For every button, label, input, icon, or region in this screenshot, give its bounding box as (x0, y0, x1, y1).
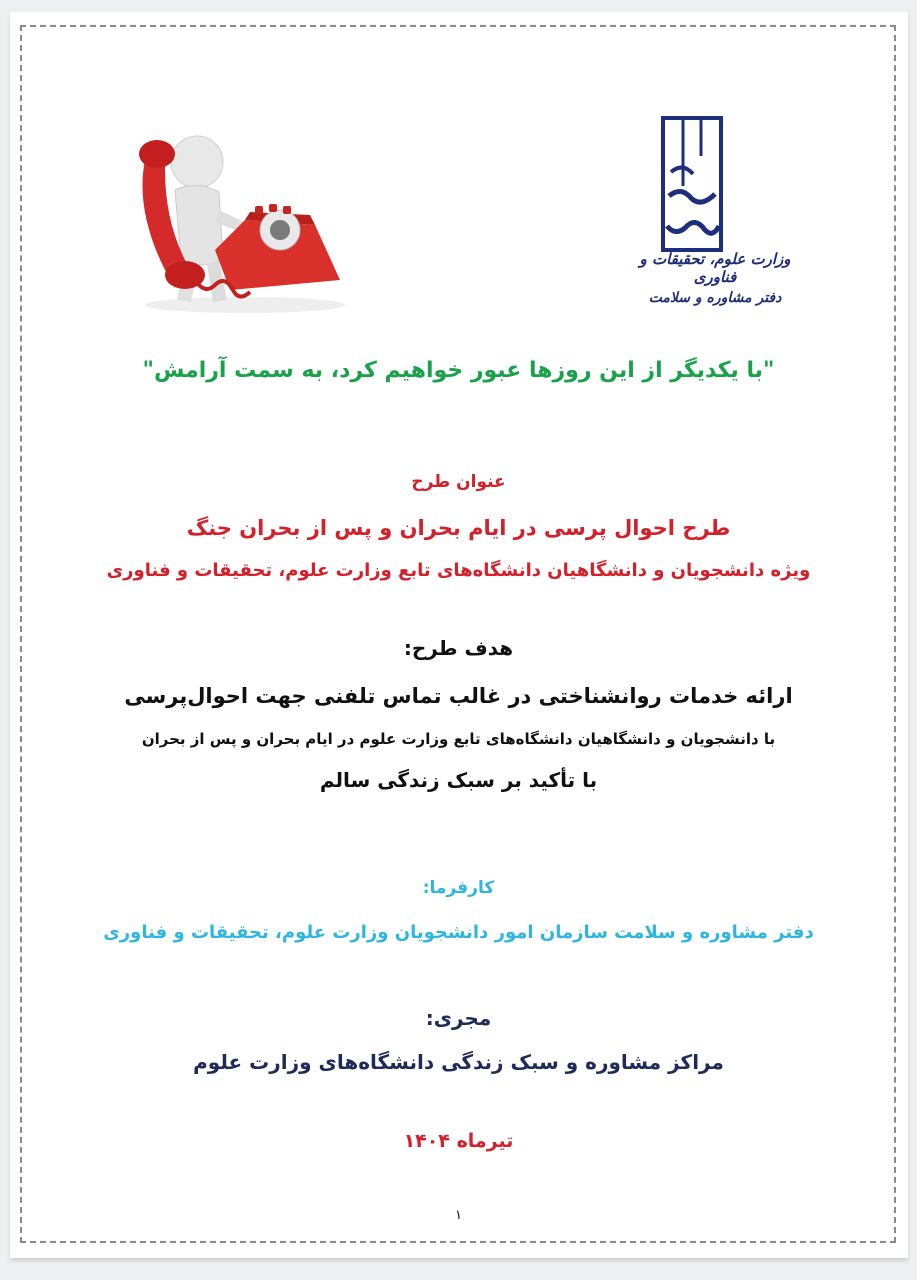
ministry-logo (625, 100, 805, 320)
office-name: دفتر مشاوره و سلامت (648, 290, 782, 306)
title-heading: عنوان طرح (411, 472, 506, 492)
document-page (10, 12, 908, 1258)
telephone-illustration (115, 120, 355, 318)
employer-value: دفتر مشاوره و سلامت سازمان امور دانشجویان وزارت علوم، تحقیقات و فناوری (103, 922, 814, 943)
executor-value: مراکز مشاوره و سبک زندگی دانشگاه‌های وزارت علوم (193, 1050, 724, 1074)
employer-heading: کارفرما: (422, 878, 495, 898)
ministry-name: وزارت علوم، تحقیقات و فناوری (639, 250, 791, 286)
project-subtitle: ویژه دانشجویان و دانشگاهیان دانشگاه‌های تابع وزارت علوم، تحقیقات و فناوری (106, 560, 811, 581)
executor-heading: مجری: (425, 1006, 492, 1030)
goal-line-2: با دانشجویان و دانشگاهیان دانشگاه‌های تابع وزارت علوم در ایام بحران و پس از بحران (141, 730, 776, 748)
goal-line-1: ارائه خدمات روانشناختی در غالب تماس تلفنی جهت احوال‌پرسی (124, 684, 793, 708)
document-date: تیرماه ۱۴۰۴ (403, 1130, 514, 1152)
slogan: "با یکدیگر از این روزها عبور خواهیم کرد، به سمت آرامش" (142, 358, 775, 383)
project-title: طرح احوال پرسی در ایام بحران و پس از بحران جنگ (186, 516, 731, 540)
student-affairs-emblem-icon (661, 116, 723, 252)
goal-line-3: با تأکید بر سبک زندگی سالم (319, 768, 598, 792)
goal-heading: هدف طرح: (403, 636, 514, 660)
page-number: ۱ (455, 1208, 462, 1223)
